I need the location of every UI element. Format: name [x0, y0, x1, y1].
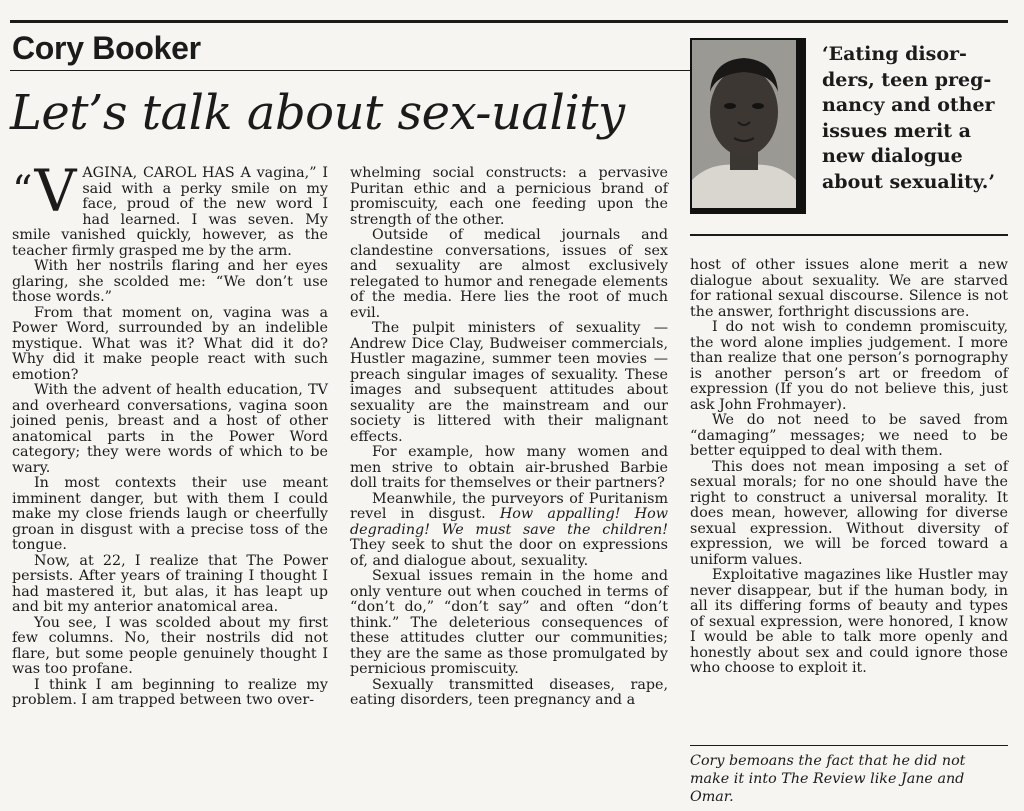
top-rule: [10, 20, 1008, 23]
article-column-1: [12, 157, 328, 709]
drop-cap-quote: “: [12, 168, 33, 214]
paragraph: We do not need to be saved from “damaging” messages; we need to be better equipped to deal with them.: [690, 412, 1008, 459]
paragraph: I do not wish to condemn promiscuity, the word alone implies judgement. I more than realize that one person’s pornography is another person’s art or freedom of expression (If you do not believe this, just ask John Frohmayer).: [690, 319, 1008, 413]
pull-quote-rule: [690, 234, 1008, 236]
pull-quote: ‘Eating disor-ders, teen preg-nancy and other issues merit a new dialogue about sexuality.’: [822, 43, 996, 193]
paragraph: Outside of medical journals and clandestine conversations, issues of sex and sexuality are almost exclusively relegated to humor and renegade elements of the media. Here lies the root of much evil.: [350, 227, 668, 321]
puritan-italic: How appalling! How degrading! We must save the children!: [350, 506, 668, 538]
paragraph-continued: whelming social constructs: a pervasive Puritan ethic and a pernicious brand of promiscuity, each one feeding upon the strength of the other.: [350, 165, 668, 228]
drop-cap-letter: V: [34, 157, 77, 225]
paragraph: With her nostrils flaring and her eyes glaring, she scolded me: “We don’t use those words.”: [12, 258, 328, 305]
paragraph-continued: host of other issues alone merit a new dialogue about sexuality. We are starved for rational sexual discourse. Silence is not the answer, forthright discussions are.: [690, 257, 1008, 320]
author-photo-image: [692, 40, 796, 208]
portrait-illustration: [692, 40, 796, 208]
byline-rule: [10, 70, 692, 71]
paragraph: With the advent of health education, TV and overheard conversations, vagina soon joined penis, breast and a host of other anatomical parts in the Power Word category; they were words of which to be wary.: [12, 382, 328, 476]
article-column-2: [350, 166, 668, 709]
paragraph: Exploitative magazines like Hustler may never disappear, but if the human body, in all its differing forms of beauty and types of sexual expression, were honored, I know I would be able to talk more openly and honestly about sex and could ignore those who choose to exploit it.: [690, 567, 1008, 676]
paragraph: In most contexts their use meant imminent danger, but with them I could make my close friends laugh or cheerfully groan in disgust with a precise toss of the tongue.: [12, 475, 328, 553]
author-photo: [690, 38, 806, 214]
headline: Let’s talk about sex-uality: [10, 85, 625, 141]
paragraph-puritan: [350, 492, 668, 570]
paragraph: Sexual issues remain in the home and only venture out when couched in terms of “don’t do,” “don’t say” and often “don’t think.” The deleterious consequences of these attitudes clutter our communities; they are the same as those promulgated by pernicious promiscuity.: [350, 568, 668, 677]
paragraph: I think I am beginning to realize my problem. I am trapped between two over-: [12, 676, 328, 708]
paragraph: For example, how many women and men strive to obtain air-brushed Barbie doll traits for themselves or their partners?: [350, 444, 668, 491]
paragraph: Sexually transmitted diseases, rape, eating disorders, teen pregnancy and a: [350, 676, 668, 708]
tagline-rule: [690, 745, 1008, 746]
paragraph: Now, at 22, I realize that The Power persists. After years of training I thought I had mastered it, but alas, it has leapt up and bit my anterior anatomical area.: [12, 552, 328, 615]
author-tagline: Cory bemoans the fact that he did not make it into The Review like Jane and Omar.: [690, 753, 966, 805]
paragraph: This does not mean imposing a set of sexual morals; for no one should have the right to construct a universal morality. It does mean, however, allowing for diverse sexual expression. Without diversity of expression, we will be forced toward a uniform values.: [690, 458, 1008, 568]
paragraph: The pulpit ministers of sexuality — Andrew Dice Clay, Budweiser commercials, Hustler magazine, summer teen movies — preach singular images of sexuality. These images and subsequent attitudes about sexuality are the mainstream and our society is littered with their malignant effects.: [350, 320, 668, 445]
puritan-tail: They seek to shut the door on expressions of, and dialogue about, sexuality.: [350, 537, 668, 569]
lead-paragraph: [12, 157, 328, 259]
article-column-3: [690, 258, 1008, 677]
drop-cap: [12, 157, 77, 225]
paragraph: From that moment on, vagina was a Power Word, surrounded by an indelible mystique. What was it? What did it do? Why did it make people react with such emotion?: [12, 304, 328, 383]
puritan-lead: Meanwhile, the purveyors of Puritanism revel in disgust.: [350, 490, 668, 522]
byline: Cory Booker: [12, 30, 201, 66]
paragraph: You see, I was scolded about my first few columns. No, their nostrils did not flare, but some people genuinely thought I was too profane.: [12, 614, 328, 677]
lead-text: AGINA, CAROL HAS A vagina,” I said with a perky smile on my face, proud of the new word I had learned. I was seven. My smile vanished quickly, however, as the teacher firmly grasped me by the arm.: [12, 165, 328, 259]
